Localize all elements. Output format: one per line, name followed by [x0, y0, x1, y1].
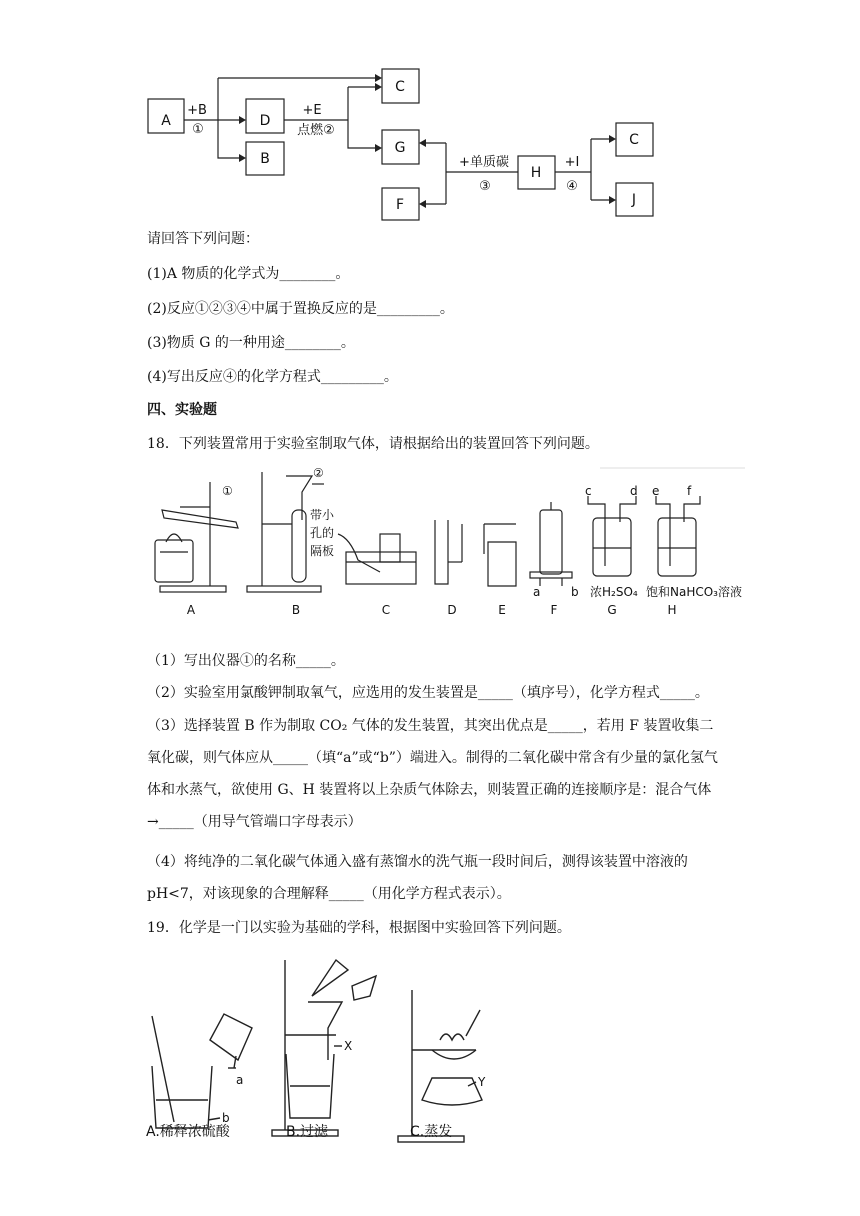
apparatus-f: F [550, 603, 558, 617]
mark-1: ① [222, 484, 233, 498]
node-a: A [161, 113, 171, 129]
label-plus-i: +I [564, 155, 580, 170]
label-carbon: +单质碳 [459, 155, 509, 170]
node-c2: C [629, 132, 639, 148]
q18-stem: 18．下列装置常用于实验室制取气体，请根据给出的装置回答下列问题。 [147, 436, 599, 452]
node-b: B [260, 151, 270, 167]
q18-part-4: （4）将纯净的二氧化碳气体通入盛有蒸馏水的洗气瓶一段时间后，测得该装置中溶液的 pH<7，对该现象的合理解释_____（用化学方程式表示）。 [147, 854, 688, 902]
q18-part-1: （1）写出仪器①的名称_____。 [147, 653, 345, 669]
plate-label-3: 隔板 [310, 544, 335, 558]
section-title: 四、实验题 [147, 402, 217, 418]
apparatus-e: E [498, 603, 506, 617]
label-step4: ④ [566, 179, 578, 194]
label-step3: ③ [479, 179, 491, 194]
apparatus-b: B [291, 603, 301, 617]
apparatus-a: A [186, 603, 196, 617]
plate-label-1: 带小 [310, 508, 335, 522]
q17-item-1: (1)A 物质的化学式为________。 [147, 266, 350, 282]
node-h: H [530, 165, 542, 181]
node-d: D [259, 113, 271, 129]
label-plus-b: +B [187, 103, 207, 118]
reaction-flowchart [140, 62, 670, 224]
caption-b: B.过滤 [286, 1124, 329, 1140]
plate-label-2: 孔的 [310, 526, 335, 540]
apparatus-g: G [607, 603, 617, 617]
q19-label-a: a [236, 1073, 244, 1087]
port-b: b [571, 585, 579, 599]
caption-a: A.稀释浓硫酸 [146, 1124, 230, 1140]
node-c1: C [395, 79, 405, 95]
node-f: F [395, 197, 405, 213]
node-g: G [394, 140, 406, 156]
label-step1: ① [192, 122, 204, 137]
h-liquid: 饱和NaHCO₃溶液 [646, 585, 742, 599]
q18-part-3: （3）选择装置 B 作为制取 CO₂ 气体的发生装置，其突出优点是_____，若用 F 装置收集二氧化碳，则气体应从_____（填“a”或“b”）端进入。制得的二氧化碳中常含有少量的氯化氢气体和水蒸气，欲使用 G、H 装置将以上杂质气体除去，则装置正确的连接顺序是：混合气体→_____（用导气管端口字母表示） [147, 718, 718, 830]
port-e: e [652, 484, 660, 498]
q17-intro: 请回答下列问题： [147, 231, 259, 247]
q17-item-4: (4)写出反应④的化学方程式_________。 [147, 369, 398, 385]
caption-c: C.蒸发 [410, 1124, 453, 1140]
port-d: d [630, 484, 638, 498]
port-f: f [687, 484, 692, 498]
port-a: a [533, 585, 541, 599]
label-ignite2: 点燃② [297, 123, 335, 138]
q19-figure [140, 950, 520, 1150]
q19-label-x: X [344, 1039, 353, 1053]
apparatus-h: H [667, 603, 677, 617]
label-plus-e: +E [302, 103, 322, 118]
g-liquid: 浓H₂SO₄ [590, 585, 638, 599]
q19-label-b: b [222, 1111, 230, 1125]
q17-item-3: (3)物质 G 的一种用途________。 [147, 335, 355, 351]
apparatus-figure [150, 462, 750, 620]
apparatus-c: C [381, 603, 391, 617]
mark-2: ② [313, 466, 324, 480]
q19-stem: 19．化学是一门以实验为基础的学科，根据图中实验回答下列问题。 [147, 920, 571, 936]
node-j: J [631, 192, 637, 208]
q19-label-y: Y [478, 1075, 486, 1089]
q17-item-2: (2)反应①②③④中属于置换反应的是_________。 [147, 301, 454, 317]
q18-part-2: （2）实验室用氯酸钾制取氧气，应选用的发生装置是_____（填序号），化学方程式_____。 [147, 685, 709, 701]
port-c: c [585, 484, 592, 498]
apparatus-d: D [447, 603, 457, 617]
